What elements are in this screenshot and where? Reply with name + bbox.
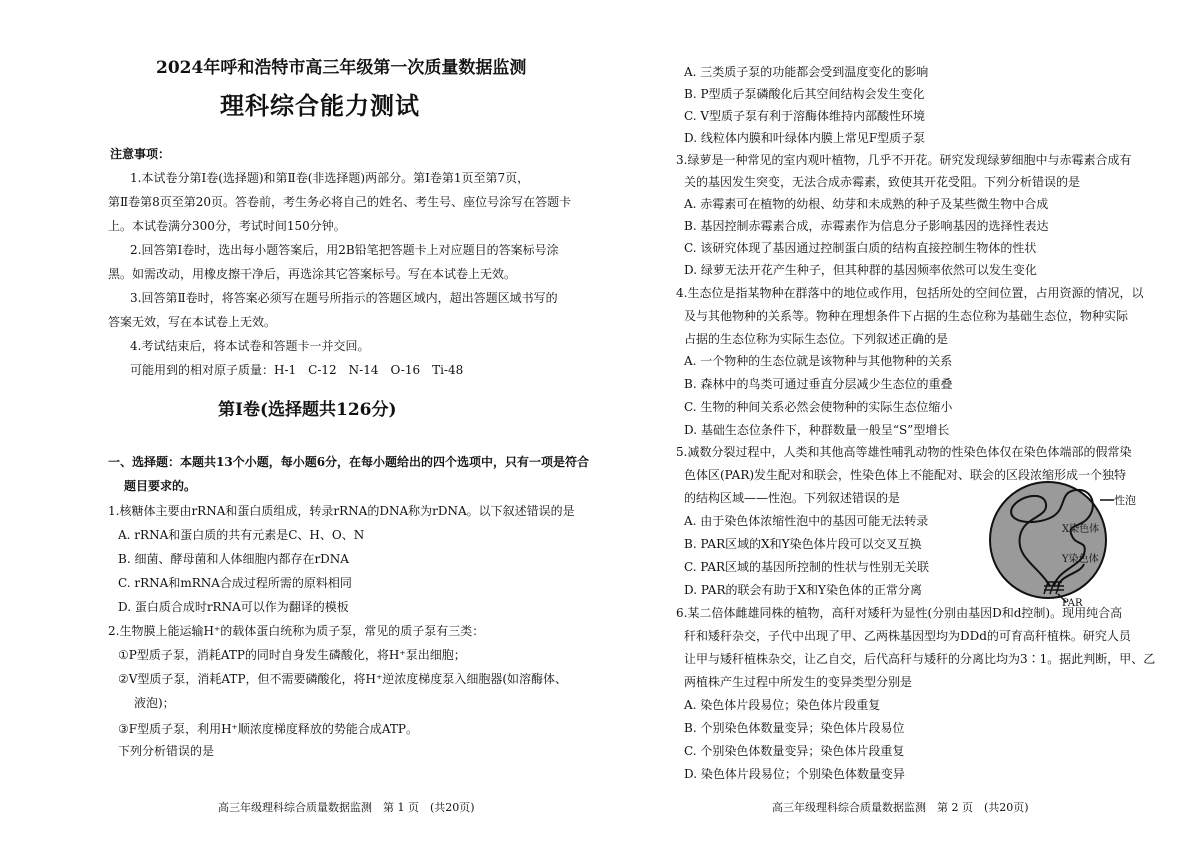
question-1-stem: 1.核糖体主要由rRNA和蛋白质组成，转录rRNA的DNA称为rDNA。以下叙述错误的是: [108, 504, 575, 518]
question-6-stem: 让甲与矮秆植株杂交，让乙自交，后代高秆与矮秆的分离比均为3∶1。据此判断，甲、乙: [684, 652, 1156, 666]
notice-heading: 注意事项：: [110, 147, 171, 161]
question-4-stem: 及与其他物种的关系等。物种在理想条件下占据的生态位称为基础生态位，物种实际: [684, 309, 1129, 323]
y-chromosome-label: Y染色体: [1062, 554, 1099, 565]
question-5-stem: 5.减数分裂过程中，人类和其他高等雄性哺乳动物的性染色体仅在染色体端部的假常染: [676, 445, 1132, 459]
question-4-option: B. 森林中的鸟类可通过垂直分层减少生态位的重叠: [684, 377, 953, 391]
question-3-stem: 关的基因发生突变，无法合成赤霉素，致使其开花受阻。下列分析错误的是: [684, 175, 1081, 189]
par-label: PAR: [1062, 598, 1083, 609]
question-1-option: C. rRNA和mRNA合成过程所需的原料相同: [118, 576, 352, 590]
question-2-item: ③F型质子泵，利用H⁺顺浓度梯度释放的势能合成ATP。: [118, 722, 418, 736]
question-3-option: C. 该研究体现了基因通过控制蛋白质的结构直接控制生物体的性状: [684, 241, 1037, 255]
question-2-prompt: 下列分析错误的是: [118, 744, 215, 758]
notice-line: 4.考试结束后，将本试卷和答题卡一并交回。: [130, 339, 370, 353]
question-2-option: D. 线粒体内膜和叶绿体内膜上常见F型质子泵: [684, 131, 926, 145]
question-1-option: B. 细菌、酵母菌和人体细胞内都存在rDNA: [118, 552, 349, 566]
question-4-stem: 占据的生态位称为实际生态位。下列叙述正确的是: [684, 332, 949, 346]
page-2: [600, 0, 1200, 849]
section-title: 第Ⅰ卷(选择题共126分): [218, 400, 397, 420]
question-5-option: A. 由于染色体浓缩性泡中的基因可能无法转录: [684, 514, 929, 528]
instruction-line: 题目要求的。: [124, 479, 197, 493]
notice-line: 第Ⅱ卷第8页至第20页。答卷前，考生务必将自己的姓名、考生号、座位号涂写在答题卡: [108, 195, 572, 209]
page-footer: 高三年级理科综合质量数据监测 第 1 页 (共20页): [218, 801, 475, 814]
question-2-option: B. P型质子泵磷酸化后其空间结构会发生变化: [684, 87, 925, 101]
question-2-item: ①P型质子泵，消耗ATP的同时自身发生磷酸化，将H⁺泵出细胞；: [118, 648, 466, 662]
question-6-option: B. 个别染色体数量变异；染色体片段易位: [684, 721, 905, 735]
question-1-option: D. 蛋白质合成时rRNA可以作为翻译的模板: [118, 600, 349, 614]
question-3-option: A. 赤霉素可在植物的幼根、幼芽和未成熟的种子及某些微生物中合成: [684, 197, 1049, 211]
question-5-stem: 的结构区域——性泡。下列叙述错误的是: [684, 491, 901, 505]
question-4-option: A. 一个物种的生态位就是该物种与其他物种的关系: [684, 354, 953, 368]
instruction-line: 一、选择题：本题共13个小题，每小题6分，在每小题给出的四个选项中，只有一项是符合: [108, 455, 590, 469]
question-4-option: D. 基础生态位条件下，种群数量一般呈“S”型增长: [684, 423, 950, 437]
question-2-stem: 2.生物膜上能运输H⁺的载体蛋白统称为质子泵，常见的质子泵有三类：: [108, 624, 485, 638]
vesicle-circle: [990, 482, 1106, 598]
notice-line: 答案无效，写在本试卷上无效。: [108, 315, 277, 329]
question-6-stem: 两植株产生过程中所发生的变异类型分别是: [684, 675, 913, 689]
question-6-option: D. 染色体片段易位；个别染色体数量变异: [684, 767, 905, 781]
question-3-option: B. 基因控制赤霉素合成，赤霉素作为信息分子影响基因的选择性表达: [684, 219, 1049, 233]
question-5-stem: 色体区(PAR)发生配对和联会，性染色体上不能配对、联会的区段浓缩形成一个独特: [684, 468, 1127, 482]
exam-subtitle: 理科综合能力测试: [220, 91, 420, 120]
question-5-option: D. PAR的联会有助于X和Y染色体的正常分离: [684, 583, 922, 597]
question-5-option: C. PAR区域的基因所控制的性状与性别无关联: [684, 560, 930, 574]
question-6-option: A. 染色体片段易位；染色体片段重复: [684, 698, 881, 712]
question-4-option: C. 生物的种间关系必然会使物种的实际生态位缩小: [684, 400, 953, 414]
question-2-option: A. 三类质子泵的功能都会受到温度变化的影响: [684, 65, 929, 79]
question-3-stem: 3.绿萝是一种常见的室内观叶植物，几乎不开花。研究发现绿萝细胞中与赤霉素合成有: [676, 153, 1132, 167]
question-5-option: B. PAR区域的X和Y染色体片段可以交叉互换: [684, 537, 922, 551]
question-6-option: C. 个别染色体数量变异；染色体片段重复: [684, 744, 905, 758]
x-chromosome-label: X染色体: [1062, 524, 1100, 535]
notice-line: 3.回答第Ⅱ卷时，将答案必须写在题号所指示的答题区域内，超出答题区域书写的: [130, 291, 558, 305]
vesicle-label: 性泡: [1114, 494, 1136, 507]
question-6-stem: 秆和矮秆杂交，子代中出现了甲、乙两株基因型均为DDd的可育高秆植株。研究人员: [684, 629, 1131, 643]
notice-line: 2.回答第Ⅰ卷时，选出每小题答案后，用2B铅笔把答题卡上对应题目的答案标号涂: [130, 243, 559, 257]
notice-line: 1.本试卷分第Ⅰ卷(选择题)和第Ⅱ卷(非选择题)两部分。第Ⅰ卷第1页至第7页，: [130, 171, 530, 185]
exam-title: 2024年呼和浩特市高三年级第一次质量数据监测: [156, 58, 527, 78]
sex-vesicle-diagram: [988, 478, 1158, 613]
question-2-option: C. V型质子泵有利于溶酶体维持内部酸性环境: [684, 109, 926, 123]
question-4-stem: 4.生态位是指某物种在群落中的地位或作用，包括所处的空间位置，占用资源的情况，以: [676, 286, 1144, 300]
question-2-item: 液泡)；: [134, 696, 175, 710]
question-1-option: A. rRNA和蛋白质的共有元素是C、H、O、N: [118, 528, 365, 542]
notice-line: 黑。如需改动，用橡皮擦干净后，再选涂其它答案标号。写在本试卷上无效。: [108, 267, 517, 281]
question-3-option: D. 绿萝无法开花产生种子，但其种群的基因频率依然可以发生变化: [684, 263, 1037, 277]
question-6-stem: 6.某二倍体雌雄同株的植物，高秆对矮秆为显性(分别由基因D和d控制)。现用纯合高: [676, 606, 1123, 620]
atomic-mass-line: 可能用到的相对原子质量：H-1 C-12 N-14 O-16 Ti-48: [130, 363, 464, 377]
question-2-item: ②V型质子泵，消耗ATP，但不需要磷酸化，将H⁺逆浓度梯度泵入细胞器(如溶酶体、: [118, 672, 567, 686]
notice-line: 上。本试卷满分300分，考试时间150分钟。: [108, 219, 346, 233]
page-footer: 高三年级理科综合质量数据监测 第 2 页 (共20页): [772, 801, 1029, 814]
